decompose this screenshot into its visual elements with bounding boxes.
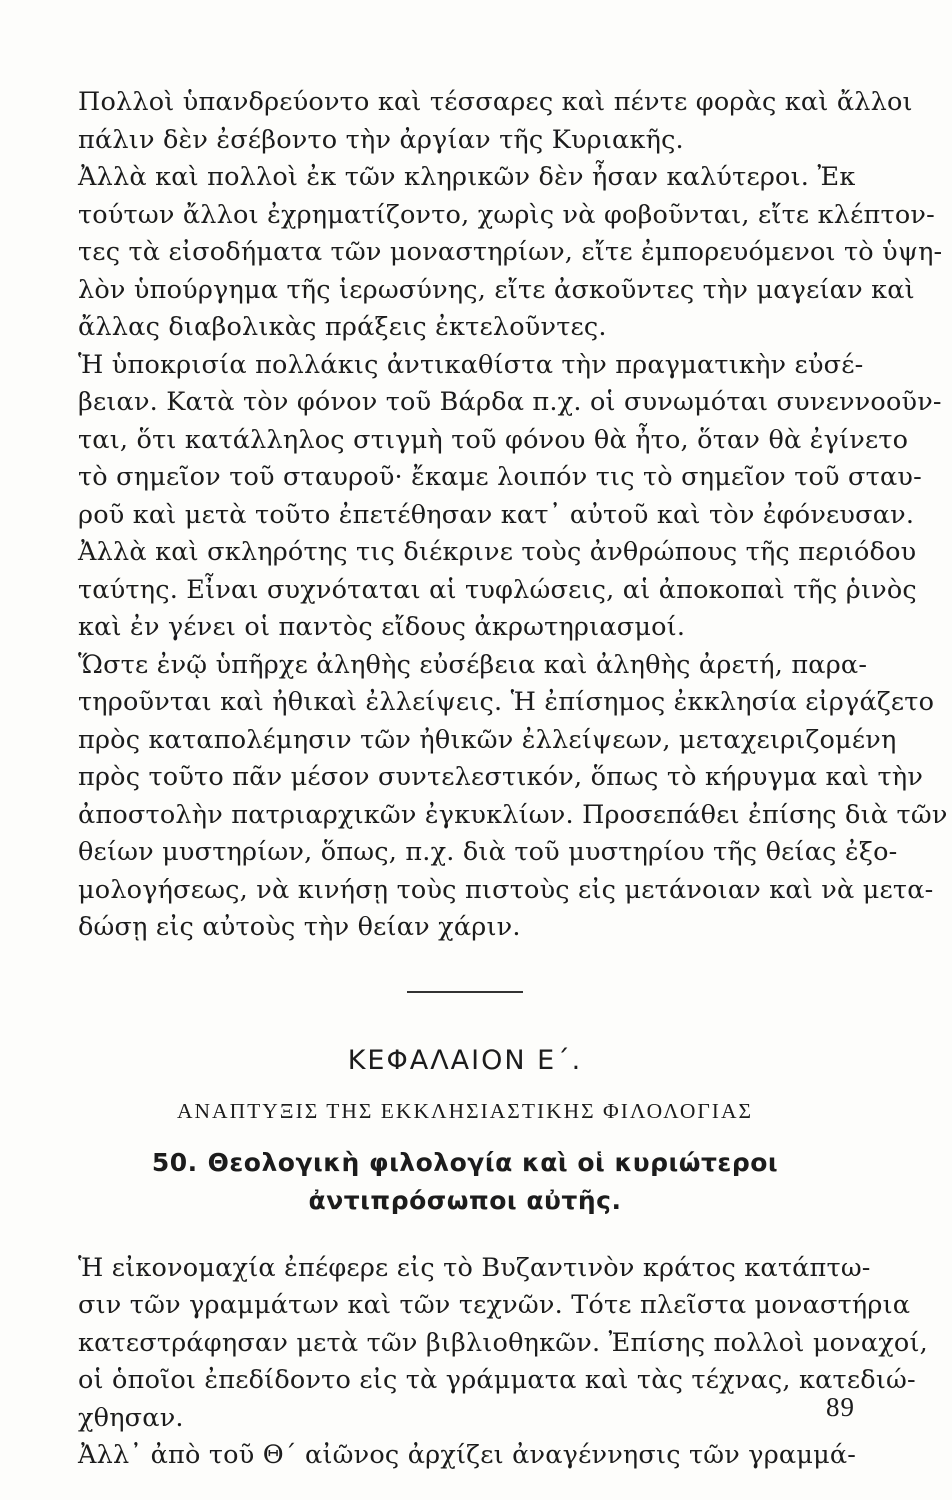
text-line: τὸ σημεῖον τοῦ σταυροῦ· ἔκαμε λοιπόν τις τὸ σημεῖον τοῦ σταυ- [78,462,922,492]
body-paragraph-2 [78,159,943,347]
text-line: χθησαν. [78,1402,184,1433]
section-paragraph-2 [78,1437,857,1475]
text-line: Πολλοὶ ὑπανδρεύοντο καὶ τέσσαρες καὶ πέντε φορὰς καὶ ἄλλοι [78,87,913,117]
text-line: κατεστράφησαν μετὰ τῶν βιβλιοθηκῶν. Ἐπίσης πολλοὶ μοναχοί, [78,1327,928,1358]
text-line: οἱ ὁποῖοι ἐπεδίδοντο εἰς τὰ γράμματα καὶ τὰς τέχνας, κατεδιώ- [78,1365,916,1395]
text-line: Ὥστε ἐνῷ ὑπῆρχε ἀληθὴς εὐσέβεια καὶ ἀληθὴς ἀρετή, παρα- [78,649,868,680]
body-paragraph-3 [78,347,942,535]
text-line: ταύτης. Εἶναι συχνόταται αἱ τυφλώσεις, αἱ ἀποκοπαὶ τῆς ῥινὸς [78,574,917,605]
page-number: 89 [826,1392,855,1422]
section-title [78,1144,852,1220]
text-line: πρὸς καταπολέμησιν τῶν ἠθικῶν ἐλλείψεων, μεταχειριζομένη [78,724,897,755]
book-page [78,84,948,1484]
section-title-line-1 [78,1144,852,1182]
text-line: δώσῃ εἰς αὐτοὺς τὴν θείαν χάριν. [78,912,521,942]
text-line: τες τὰ εἰσοδήματα τῶν μοναστηρίων, εἴτε ἐμπορευόμενοι τὸ ὑψη- [78,237,943,267]
section-divider [407,991,523,993]
text-line: Ἡ ὑποκρισία πολλάκις ἀντικαθίστα τὴν πραγματικὴν εὐσέ- [78,349,864,380]
text-line: ροῦ καὶ μετὰ τοῦτο ἐπετέθησαν κατ᾽ αὐτοῦ καὶ τὸν ἐφόνευσαν. [78,499,915,530]
text-line: Ἀλλὰ καὶ πολλοὶ ἐκ τῶν κληρικῶν δὲν ἦσαν καλύτεροι. Ἐκ [78,162,856,192]
text-line: βειαν. Κατὰ τὸν φόνον τοῦ Βάρδα π.χ. οἱ συνωμόται συνεννοοῦν- [78,387,942,417]
text-line: καὶ ἐν γένει οἱ παντὸς εἴδους ἀκρωτηριασμοί. [78,612,686,642]
text-line: σιν τῶν γραμμάτων καὶ τῶν τεχνῶν. Τότε πλεῖστα μοναστήρια [78,1290,911,1320]
body-paragraph-5 [78,647,948,947]
section-number: 50. [151,1147,198,1177]
chapter-heading: ΚΕΦΑΛΑΙΟΝ Ε΄. [347,1044,583,1076]
text-line: πρὸς τοῦτο πᾶν μέσον συντελεστικόν, ὅπως τὸ κήρυγμα καὶ τὴν [78,762,924,792]
text-line: λὸν ὑπούργημα τῆς ἱερωσύνης, εἴτε ἀσκοῦντες τὴν μαγείαν καὶ [78,274,915,305]
text-line: ται, ὅτι κατάλληλος στιγμὴ τοῦ φόνου θὰ ἦτο, ὅταν θὰ ἐγίνετο [78,424,909,455]
body-paragraph-1 [78,84,913,159]
section-title-line-2: ἀντιπρόσωποι αὐτῆς. [308,1185,622,1215]
text-line: Ἀλλ᾽ ἀπὸ τοῦ Θ΄ αἰῶνος ἀρχίζει ἀναγέννησις τῶν γραμμά- [78,1440,857,1470]
text-line: ἄλλας διαβολικὰς πράξεις ἐκτελοῦντες. [78,312,607,342]
section-title-text-1: Θεολογικὴ φιλολογία καὶ οἱ κυριώτεροι [207,1147,779,1177]
text-line: τηροῦνται καὶ ἠθικαὶ ἐλλείψεις. Ἡ ἐπίσημος ἐκκλησία εἰργάζετο [78,687,935,717]
text-line: τούτων ἄλλοι ἐχρηματίζοντο, χωρὶς νὰ φοβοῦνται, εἴτε κλέπτον- [78,199,935,230]
text-line: ἀποστολὴν πατριαρχικῶν ἐγκυκλίων. Προσεπάθει ἐπίσης διὰ τῶν [78,799,948,830]
text-line: πάλιν δὲν ἐσέβοντο τὴν ἀργίαν τῆς Κυριακῆς. [78,124,684,155]
body-paragraph-4 [78,534,917,647]
text-line: μολογήσεως, νὰ κινήσῃ τοὺς πιστοὺς εἰς μετάνοιαν καὶ νὰ μετα- [78,874,934,905]
text-line: Ἡ εἰκονομαχία ἐπέφερε εἰς τὸ Βυζαντινὸν κράτος κατάπτω- [78,1252,871,1283]
text-line: Ἀλλὰ καὶ σκληρότης τις διέκρινε τοὺς ἀνθρώπους τῆς περιόδου [78,537,917,567]
section-paragraph-1 [78,1250,928,1438]
chapter-subtitle: ΑΝΑΠΤΥΞΙΣ ΤΗΣ ΕΚΚΛΗΣΙΑΣΤΙΚΗΣ ΦΙΛΟΛΟΓΙΑΣ [177,1098,753,1123]
text-line: θείων μυστηρίων, ὅπως, π.χ. διὰ τοῦ μυστηρίου τῆς θείας ἐξο- [78,837,898,867]
